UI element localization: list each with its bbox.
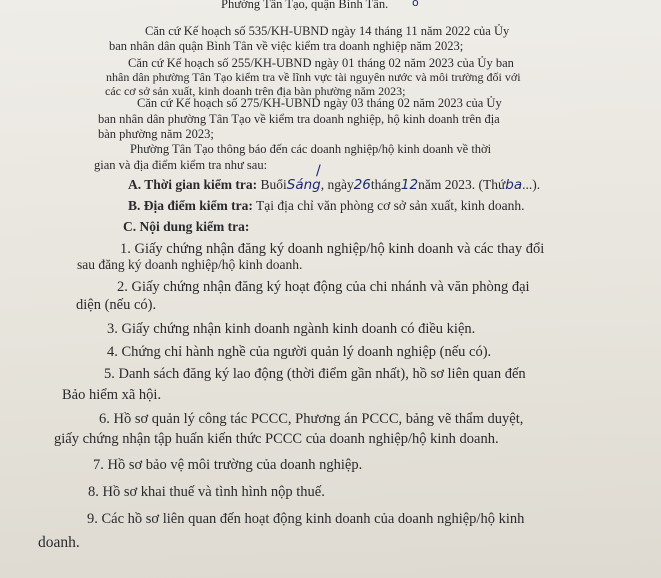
paragraph-line: gian và địa điểm kiểm tra như sau: [94,158,268,172]
paragraph-line: nhân dân phường Tân Tạo kiểm tra về lĩnh vực tài nguyên nước và môi trường đối với [106,70,521,84]
handwritten-session: Sáng [286,177,321,193]
list-item: 2. Giấy chứng nhận đăng ký hoạt động của chi nhánh và văn phòng đại [117,279,530,295]
handwritten-month: 12 [400,177,419,193]
paragraph-line: các cơ sở sản xuất, kinh doanh trên địa bàn phường năm 2023; [105,84,406,98]
paragraph-line: ban nhân dân phường Tân Tạo về kiểm tra doanh nghiệp, hộ kinh doanh trên địa [98,112,500,126]
pen-mark: o [412,0,419,9]
paragraph-line: Căn cứ Kế hoạch số 275/KH-UBND ngày 03 tháng 02 năm 2023 của Ủy [137,96,502,110]
paragraph-line: Căn cứ Kế hoạch số 255/KH-UBND ngày 01 tháng 02 năm 2023 của Ủy ban [128,56,514,70]
list-item: diện (nếu có). [76,297,157,313]
list-item: giấy chứng nhận tập huấn kiến thức PCCC của doanh nghiệp/hộ kinh doanh. [54,431,499,447]
list-item: 9. Các hồ sơ liên quan đến hoạt động kinh doanh của doanh nghiệp/hộ kinh [87,511,525,527]
handwritten-day: 26 [353,177,371,193]
paragraph-line: ban nhân dân quận Bình Tân về việc kiểm tra doanh nghiệp năm 2023; [109,39,464,53]
list-item: 4. Chứng chỉ hành nghề của người quản lý doanh nghiệp (nếu có). [107,344,492,360]
list-item: 5. Danh sách đăng ký lao động (thời điểm gần nhất), hồ sơ liên quan đến [104,366,526,382]
list-item: sau đăng ký doanh nghiệp/hộ kinh doanh. [77,257,303,272]
list-item: 8. Hồ sơ khai thuế và tình hình nộp thuế. [88,484,325,500]
list-item: doanh. [38,534,80,551]
list-item: 6. Hồ sơ quản lý công tác PCCC, Phương án PCCC, bảng vẽ thẩm duyệt, [99,411,524,427]
list-item: 1. Giấy chứng nhận đăng ký doanh nghiệp/hộ kinh doanh và các thay đổi [120,241,545,257]
list-item: Bảo hiểm xã hội. [62,387,162,403]
paragraph-line: bàn phường năm 2023; [98,127,214,141]
section-a-label: A. Thời gian kiểm tra: [128,177,258,192]
list-item: 7. Hồ sơ bảo vệ môi trường của doanh nghiệp. [93,457,363,473]
handwritten-weekday: ba [505,177,523,193]
list-item: 3. Giấy chứng nhận kinh doanh ngành kinh doanh có điều kiện. [107,321,476,337]
paragraph-line: Phường Tân Tạo thông báo đến các doanh nghiệp/hộ kinh doanh về thời [130,142,492,156]
paragraph-line: Căn cứ Kế hoạch số 535/KH-UBND ngày 14 tháng 11 năm 2022 của Ủy [145,24,510,38]
section-c-label: C. Nội dung kiểm tra: [123,219,250,234]
section-b-label: B. Địa điểm kiểm tra: [128,198,253,213]
document-header: Phường Tân Tạo, quận Bình Tân. [221,0,389,11]
section-a-time: A. Thời gian kiểm tra: BuổiSáng, ngày26tháng12năm 2023. (Thứba...). [128,177,541,193]
section-b-location: B. Địa điểm kiểm tra: Tại địa chỉ văn phòng cơ sở sản xuất, kinh doanh. [128,198,525,213]
pen-stroke: / [316,163,321,179]
